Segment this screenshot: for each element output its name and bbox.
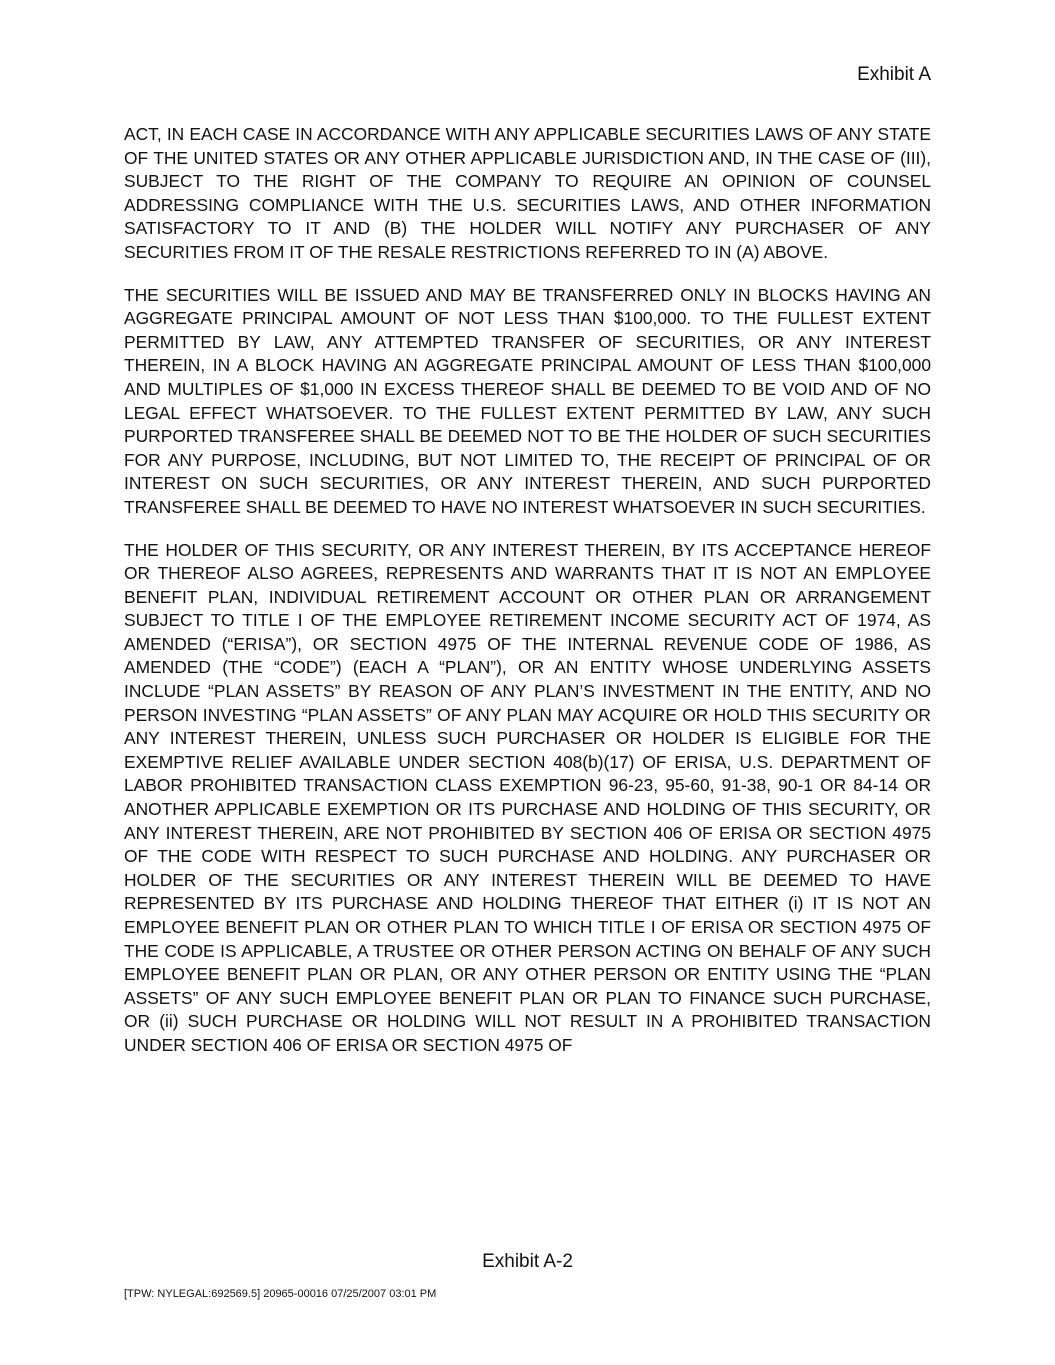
paragraph-erisa-representations: THE HOLDER OF THIS SECURITY, OR ANY INTEREST THEREIN, BY ITS ACCEPTANCE HEREOF OR THEREOF ALSO AGREES, REPRESENTS AND WARRANTS THAT IT IS NOT AN EMPLOYEE BENEFIT PLAN, INDIVIDUAL RETIREMENT ACCOUNT OR OTHER PLAN OR ARRANGEMENT SUBJECT TO TITLE I OF THE EMPLOYEE RETIREMENT INCOME SECURITY ACT OF 1974, AS AMENDED (“ERISA”), OR SECTION 4975 OF THE INTERNAL REVENUE CODE OF 1986, AS AMENDED (THE “CODE”) (EACH A “PLAN”), OR AN ENTITY WHOSE UNDERLYING ASSETS INCLUDE “PLAN ASSETS” BY REASON OF ANY PLAN’S INVESTMENT IN THE ENTITY, AND NO PERSON INVESTING “PLAN ASSETS” OF ANY PLAN MAY ACQUIRE OR HOLD THIS SECURITY OR ANY INTEREST THEREIN, UNLESS SUCH PURCHASER OR HOLDER IS ELIGIBLE FOR THE EXEMPTIVE RELIEF AVAILABLE UNDER SECTION 408(b)(17) OF ERISA, U.S. DEPARTMENT OF LABOR PROHIBITED TRANSACTION CLASS EXEMPTION 96-23, 95-60, 91-38, 90-1 OR 84-14 OR ANOTHER APPLICABLE EXEMPTION OR ITS PURCHASE AND HOLDING OF THIS SECURITY, OR ANY INTEREST THEREIN, ARE NOT PROHIBITED BY SECTION 406 OF ERISA OR SECTION 4975 OF THE CODE WITH RESPECT TO SUCH PURCHASE AND HOLDING. ANY PURCHASER OR HOLDER OF THE SECURITIES OR ANY INTEREST THEREIN WILL BE DEEMED TO HAVE REPRESENTED BY ITS PURCHASE AND HOLDING THEREOF THAT EITHER (i) IT IS NOT AN EMPLOYEE BENEFIT PLAN OR OTHER PLAN TO WHICH TITLE I OF ERISA OR SECTION 4975 OF THE CODE IS APPLICABLE, A TRUSTEE OR OTHER PERSON ACTING ON BEHALF OF ANY SUCH EMPLOYEE BENEFIT PLAN OR PLAN, OR ANY OTHER PERSON OR ENTITY USING THE “PLAN ASSETS” OF ANY SUCH EMPLOYEE BENEFIT PLAN OR PLAN TO FINANCE SUCH PURCHASE, OR (ii) SUCH PURCHASE OR HOLDING WILL NOT RESULT IN A PROHIBITED TRANSACTION UNDER SECTION 406 OF ERISA OR SECTION 4975 OF bbox=[124, 539, 931, 1055]
document-identifier: [TPW: NYLEGAL:692569.5] 20965-00016 07/25/2007 03:01 PM bbox=[124, 1288, 437, 1300]
paragraph-resale-restrictions: ACT, IN EACH CASE IN ACCORDANCE WITH ANY APPLICABLE SECURITIES LAWS OF ANY STATE OF THE UNITED STATES OR ANY OTHER APPLICABLE JURISDICTION AND, IN THE CASE OF (III), SUBJECT TO THE RIGHT OF THE COMPANY TO REQUIRE AN OPINION OF COUNSEL ADDRESSING COMPLIANCE WITH THE U.S. SECURITIES LAWS, AND OTHER INFORMATION SATISFACTORY TO IT AND (B) THE HOLDER WILL NOTIFY ANY PURCHASER OF ANY SECURITIES FROM IT OF THE RESALE RESTRICTIONS REFERRED TO IN (A) ABOVE. bbox=[124, 124, 931, 262]
paragraph-transfer-blocks: THE SECURITIES WILL BE ISSUED AND MAY BE TRANSFERRED ONLY IN BLOCKS HAVING AN AGGREGATE PRINCIPAL AMOUNT OF NOT LESS THAN $100,000. TO THE FULLEST EXTENT PERMITTED BY LAW, ANY ATTEMPTED TRANSFER OF SECURITIES, OR ANY INTEREST THEREIN, IN A BLOCK HAVING AN AGGREGATE PRINCIPAL AMOUNT OF LESS THAN $100,000 AND MULTIPLES OF $1,000 IN EXCESS THEREOF SHALL BE DEEMED TO BE VOID AND OF NO LEGAL EFFECT WHATSOEVER. TO THE FULLEST EXTENT PERMITTED BY LAW, ANY SUCH PURPORTED TRANSFEREE SHALL BE DEEMED NOT TO BE THE HOLDER OF SUCH SECURITIES FOR ANY PURPOSE, INCLUDING, BUT NOT LIMITED TO, THE RECEIPT OF PRINCIPAL OF OR INTEREST ON SUCH SECURITIES, OR ANY INTEREST THEREIN, AND SUCH PURPORTED TRANSFEREE SHALL BE DEEMED TO HAVE NO INTEREST WHATSOEVER IN SUCH SECURITIES. bbox=[124, 284, 931, 517]
page-footer-label: Exhibit A-2 bbox=[482, 1251, 573, 1272]
exhibit-header: Exhibit A bbox=[857, 64, 931, 85]
document-body bbox=[124, 123, 931, 1077]
